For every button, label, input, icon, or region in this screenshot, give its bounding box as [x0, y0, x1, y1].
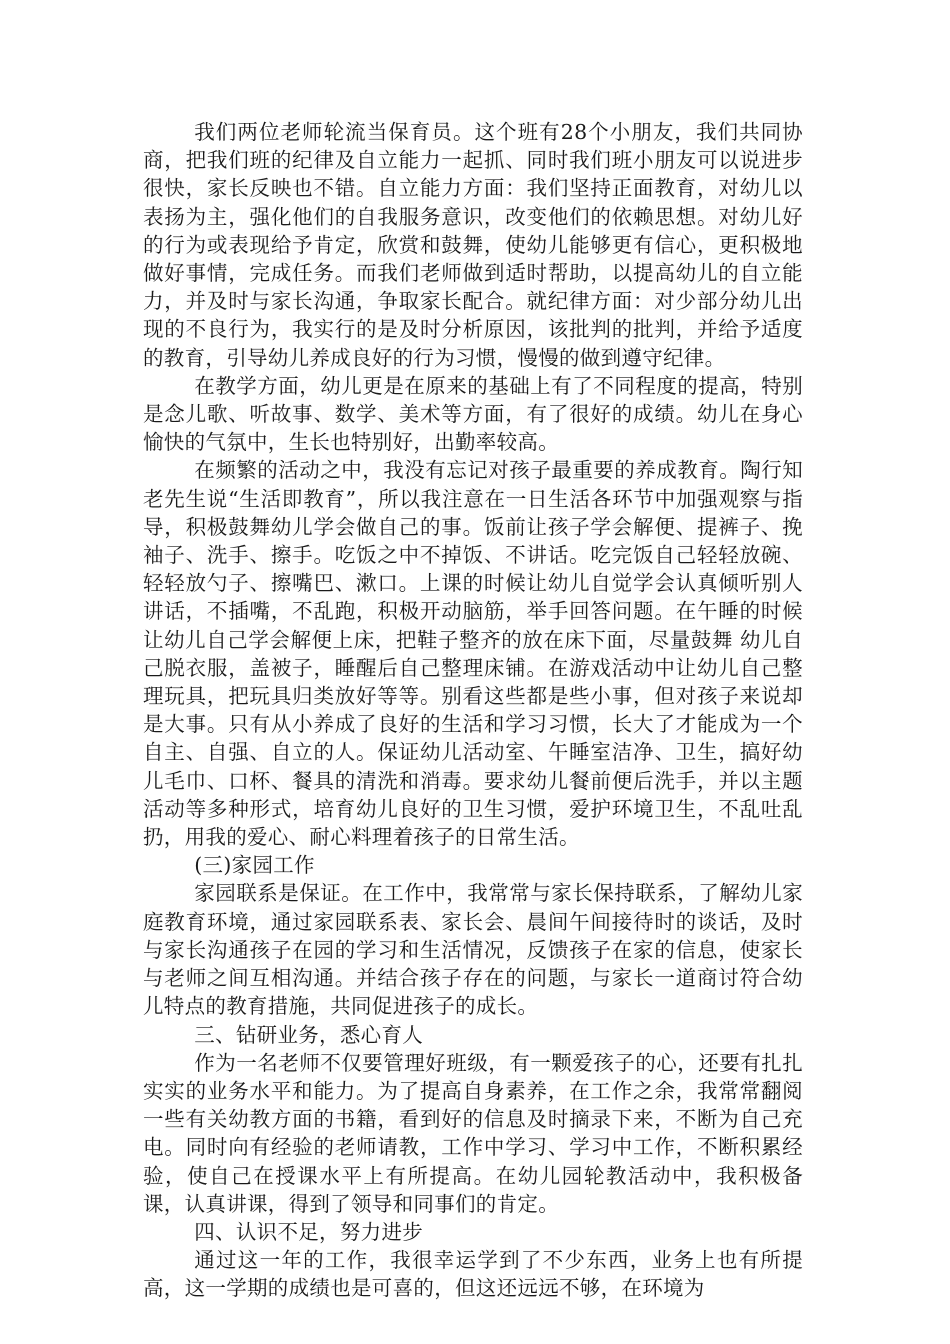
paragraph-professional-growth: 作为一名老师不仅要管理好班级，有一颗爱孩子的心，还要有扎扎实实的业务水平和能力。为了提高自身素养，在工作之余，我常常翻阅一些有关幼教方面的书籍，看到好的信息及时摘录下来，不断为自己充电。同时向有经验的老师请教，工作中学习、学习中工作，不断积累经验，使自己在授课水平上有所提高。在幼儿园轮教活动中，我积极备课，认真讲课，得到了领导和同事们的肯定。: [143, 1050, 803, 1216]
paragraph-year-summary: 通过这一年的工作，我很幸运学到了不少东西，业务上也有所提高，这一学期的成绩也是可喜的，但这还远远不够，在环境为: [143, 1248, 803, 1301]
heading-home-school-work: (三)家园工作: [194, 853, 315, 878]
heading-shortcomings: 四、认识不足，努力进步: [194, 1219, 424, 1244]
paragraph-self-reliance: 我们两位老师轮流当保育员。这个班有28个小朋友，我们共同协商，把我们班的纪律及自立能力一起抓、同时我们班小朋友可以说进步很快，家长反映也不错。自立能力方面：我们坚持正面教育，对幼儿以表扬为主，强化他们的自我服务意识，改变他们的依赖思想。对幼儿好的行为或表现给予肯定，欣赏和鼓舞，使幼儿能够更有信心，更积极地做好事情，完成任务。而我们老师做到适时帮助，以提高幼儿的自立能力，并及时与家长沟通，争取家长配合。就纪律方面：对少部分幼儿出现的不良行为，我实行的是及时分析原因，该批判的批判，并给予适度的教育，引导幼儿养成良好的行为习惯，慢慢的做到遵守纪律。: [143, 120, 803, 370]
paragraph-habit-education: 在频繁的活动之中，我没有忘记对孩子最重要的养成教育。陶行知老先生说“生活即教育”，所以我注意在一日生活各环节中加强观察与指导，积极鼓舞幼儿学会做自己的事。饭前让孩子学会解便、提裤子、挽袖子、洗手、擦手。吃饭之中不掉饭、不讲话。吃完饭自己轻轻放碗、轻轻放勺子、擦嘴巴、漱口。上课的时候让幼儿自觉学会认真倾听别人讲话，不插嘴，不乱跑，积极开动脑筋，举手回答问题。在午睡的时候让幼儿自己学会解便上床，把鞋子整齐的放在床下面，尽量鼓舞 幼儿自己脱衣服，盖被子，睡醒后自己整理床铺。在游戏活动中让幼儿自己整理玩具，把玩具归类放好等等。别看这些都是些小事，但对孩子来说却是大事。只有从小养成了良好的生活和学习习惯，长大了才能成为一个自主、自强、自立的人。保证幼儿活动室、午睡室洁净、卫生，搞好幼儿毛巾、口杯、餐具的清洗和消毒。要求幼儿餐前便后洗手，并以主题活动等多种形式，培育幼儿良好的卫生习惯，爱护环境卫生，不乱吐乱扔，用我的爱心、耐心料理着孩子的日常生活。: [143, 458, 803, 850]
paragraph-teaching: 在教学方面，幼儿更是在原来的基础上有了不同程度的提高，特别是念儿歌、听故事、数学、美术等方面，有了很好的成绩。幼儿在身心愉快的气氛中，生长也特别好，出勤率较高。: [143, 373, 803, 455]
heading-study-business: 三、钻研业务，悉心育人: [194, 1022, 424, 1047]
document-body: [143, 118, 803, 1303]
paragraph-home-school-contact: 家园联系是保证。在工作中，我常常与家长保持联系，了解幼儿家庭教育环境，通过家园联系表、家长会、晨间午间接待时的谈话，及时与家长沟通孩子在园的学习和生活情况，反馈孩子在家的信息，使家长与老师之间互相沟通。并结合孩子存在的问题，与家长一道商讨符合幼儿特点的教育措施，共同促进孩子的成长。: [143, 881, 803, 1019]
